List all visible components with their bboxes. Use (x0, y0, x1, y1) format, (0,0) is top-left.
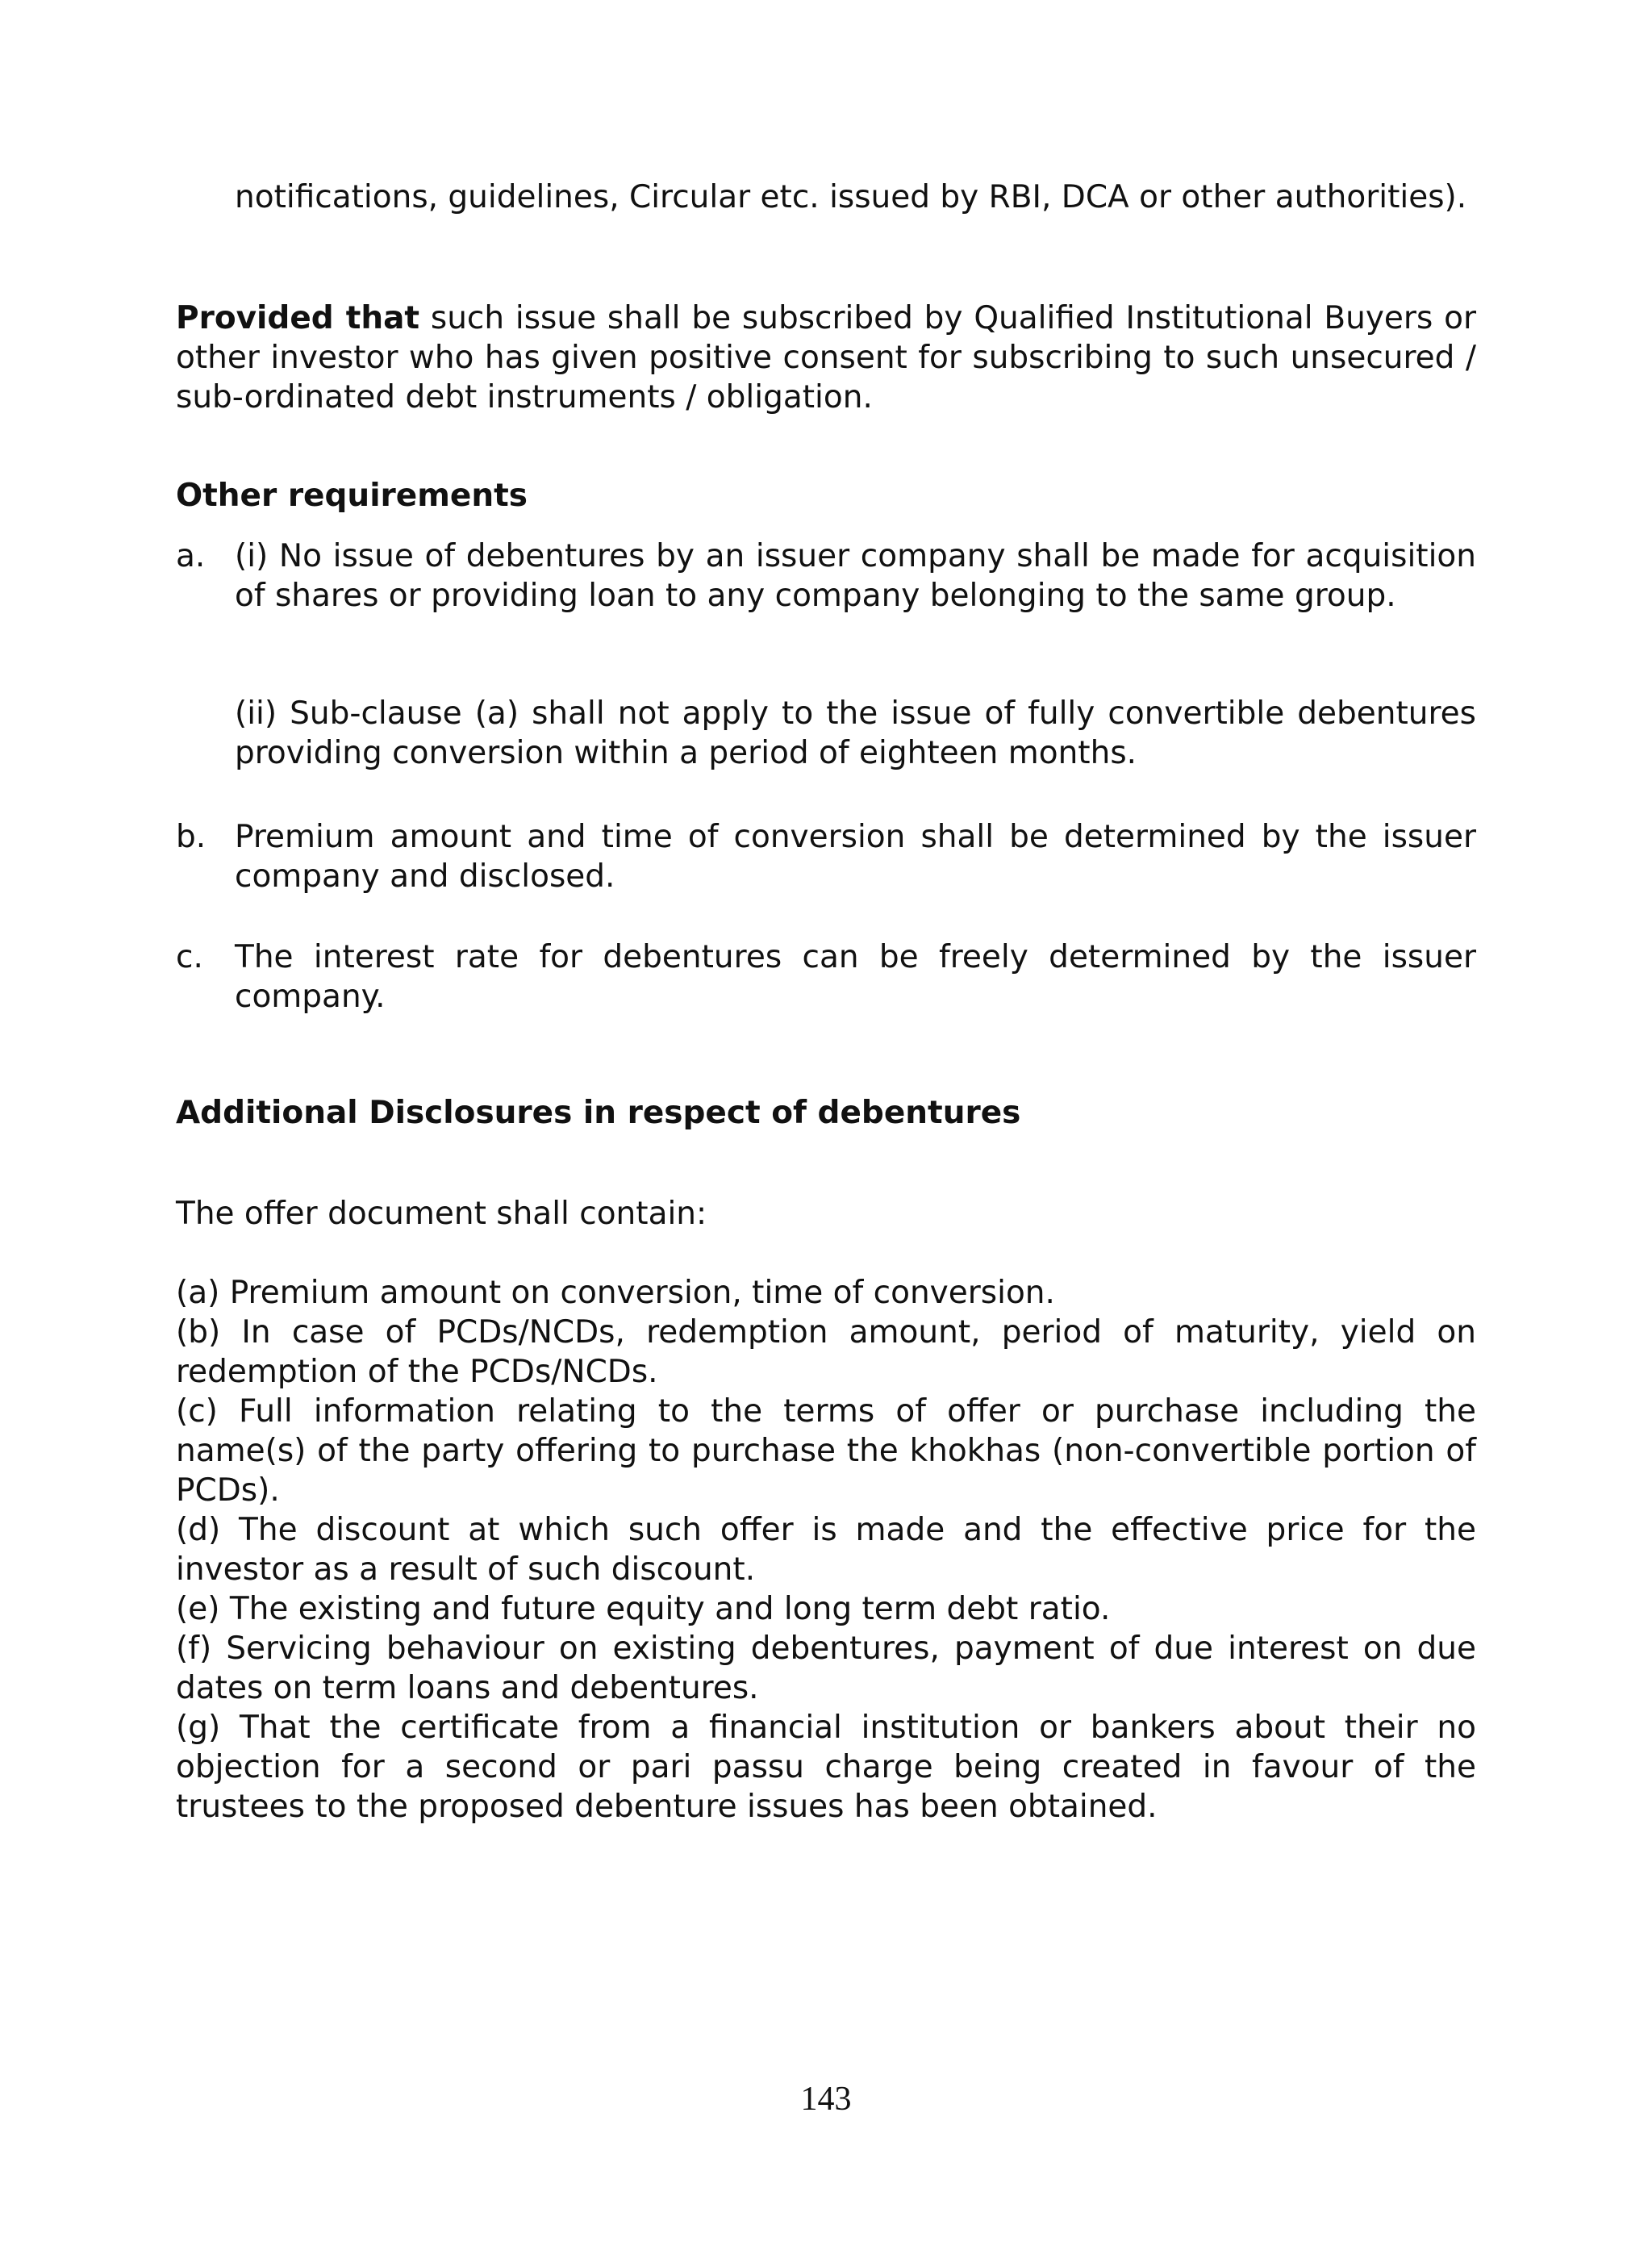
requirement-marker: b. (176, 819, 206, 855)
disclosures-list (176, 1273, 1476, 1827)
other-requirements-heading: Other requirements (176, 478, 528, 514)
requirement-item-c (176, 937, 1476, 1018)
requirement-paragraph: (i) No issue of debentures by an issuer company shall be made for acquisition of shares or providing loan to any company belonging to the same group. (235, 538, 1476, 614)
disclosure-item: (c) Full information relating to the terms of offer or purchase including the name(s) of the party offering to purchase the khokhas (non-convertible portion of PCDs). (176, 1393, 1476, 1509)
disclosure-item: (e) The existing and future equity and long term debt ratio. (176, 1591, 1111, 1627)
disclosure-item: (a) Premium amount on conversion, time of conversion. (176, 1275, 1055, 1311)
requirement-marker: a. (176, 538, 206, 574)
disclosure-item: (b) In case of PCDs/NCDs, redemption amount, period of maturity, yield on redemption of the PCDs/NCDs. (176, 1314, 1476, 1390)
disclosure-item: (d) The discount at which such offer is made and the effective price for the investor as a result of such discount. (176, 1512, 1476, 1588)
requirement-item-b (176, 817, 1476, 898)
requirement-paragraph: The interest rate for debentures can be freely determined by the issuer company. (235, 939, 1476, 1015)
proviso-lead: Provided that (176, 300, 420, 336)
requirement-paragraph: (ii) Sub-clause (a) shall not apply to the issue of fully convertible debentures providing conversion within a period of eighteen months. (235, 695, 1476, 771)
disclosures-intro: The offer document shall contain: (176, 1196, 707, 1232)
additional-disclosures-heading: Additional Disclosures in respect of debentures (176, 1095, 1021, 1131)
requirement-paragraph: Premium amount and time of conversion shall be determined by the issuer company and disclosed. (235, 819, 1476, 895)
page-number: 143 (800, 2081, 852, 2118)
continuation-paragraph: notifications, guidelines, Circular etc. issued by RBI, DCA or other authorities). (235, 179, 1467, 215)
proviso-text: such issue shall be subscribed by Qualified Institutional Buyers or other investor who has given positive consent for subscribing to such unsecured / sub-ordinated debt instruments / obligation. (176, 300, 1476, 415)
requirement-marker: c. (176, 939, 203, 975)
proviso-paragraph (176, 299, 1476, 417)
disclosure-item: (g) That the certificate from a financial institution or bankers about their no objection for a second or pari passu charge being created in favour of the trustees to the proposed debenture issues has been obtained. (176, 1710, 1476, 1825)
disclosure-item: (f) Servicing behaviour on existing debentures, payment of due interest on due dates on term loans and debentures. (176, 1630, 1476, 1706)
requirement-item-a (176, 536, 1476, 771)
